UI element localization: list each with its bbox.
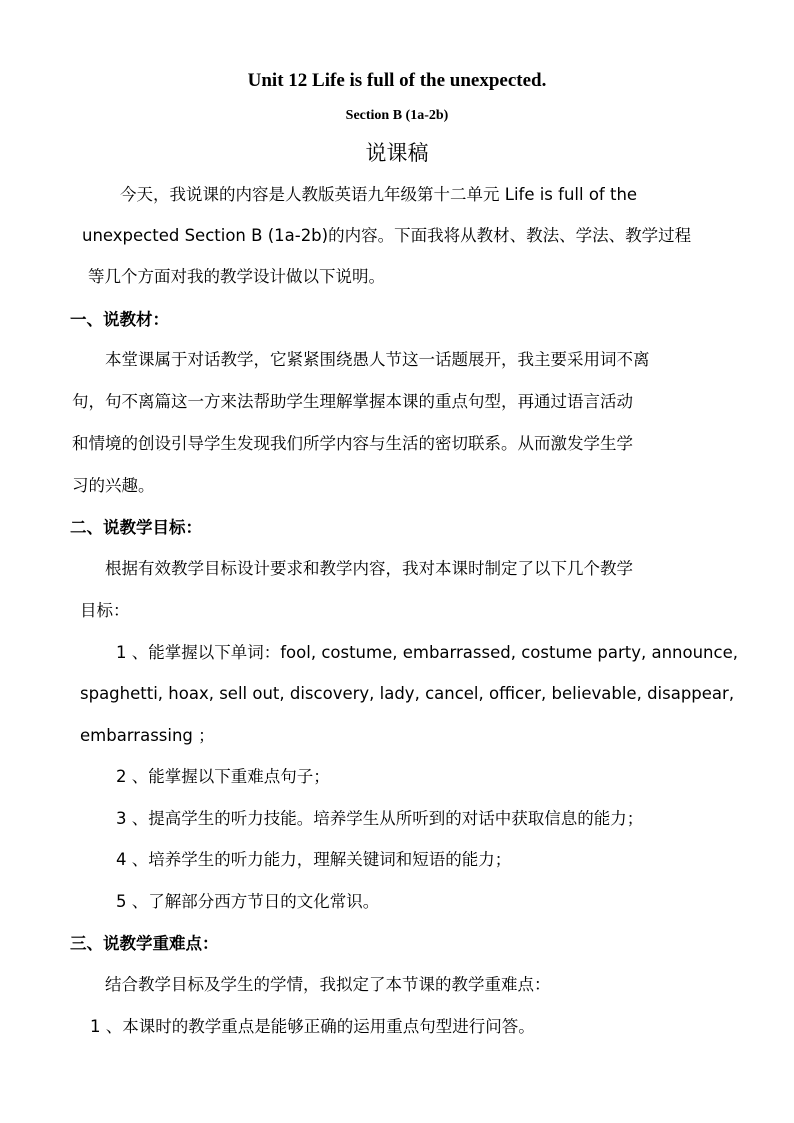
paragraph-line: 本堂课属于对话教学，它紧紧围绕愚人节这一话题展开，我主要采用词不离 bbox=[105, 350, 650, 369]
paragraph-line: 目标： bbox=[80, 601, 130, 620]
paragraph-line: 1 、本课时的教学重点是能够正确的运用重点句型进行问答。 bbox=[90, 1017, 535, 1036]
objective-item-continued: embarrassing ； bbox=[80, 726, 215, 745]
objective-item-continued: spaghetti, hoax, sell out, discovery, lady, cancel, officer, believable, disappear, bbox=[80, 684, 735, 703]
paragraph-line: 习的兴趣。 bbox=[72, 476, 155, 495]
section-heading-key-points: 三、说教学重难点： bbox=[70, 934, 219, 953]
objective-item: 2 、能掌握以下重难点句子； bbox=[116, 767, 330, 786]
paragraph-line: 结合教学目标及学生的学情，我拟定了本节课的教学重难点： bbox=[105, 975, 551, 994]
paragraph-line: 和情境的创设引导学生发现我们所学内容与生活的密切联系。从而激发学生学 bbox=[72, 434, 633, 453]
objective-item: 3 、提高学生的听力技能。培养学生从所听到的对话中获取信息的能力； bbox=[116, 809, 644, 828]
section-heading-textbook: 一、说教材： bbox=[70, 310, 169, 329]
intro-line: 等几个方面对我的教学设计做以下说明。 bbox=[88, 267, 385, 286]
document-subtitle: Section B (1a-2b) bbox=[345, 108, 449, 123]
objective-item: 1 、能掌握以下单词：fool, costume, embarrassed, costume party, announce, bbox=[116, 643, 738, 662]
intro-line: 今天，我说课的内容是人教版英语九年级第十二单元 Life is full of the bbox=[120, 185, 638, 204]
section-heading-objectives: 二、说教学目标： bbox=[70, 518, 202, 537]
intro-line: unexpected Section B (1a-2b)的内容。下面我将从教材、教法、学法、教学过程 bbox=[82, 226, 692, 245]
paragraph-line: 根据有效教学目标设计要求和教学内容，我对本课时制定了以下几个教学 bbox=[105, 559, 633, 578]
paragraph-line: 句，句不离篇这一方来法帮助学生理解掌握本课的重点句型，再通过语言活动 bbox=[72, 392, 633, 411]
objective-item: 4 、培养学生的听力能力，理解关键词和短语的能力； bbox=[116, 850, 512, 869]
document-heading: 说课稿 bbox=[365, 141, 429, 165]
document-title: Unit 12 Life is full of the unexpected. bbox=[247, 70, 547, 91]
objective-item: 5 、了解部分西方节日的文化常识。 bbox=[116, 892, 380, 911]
